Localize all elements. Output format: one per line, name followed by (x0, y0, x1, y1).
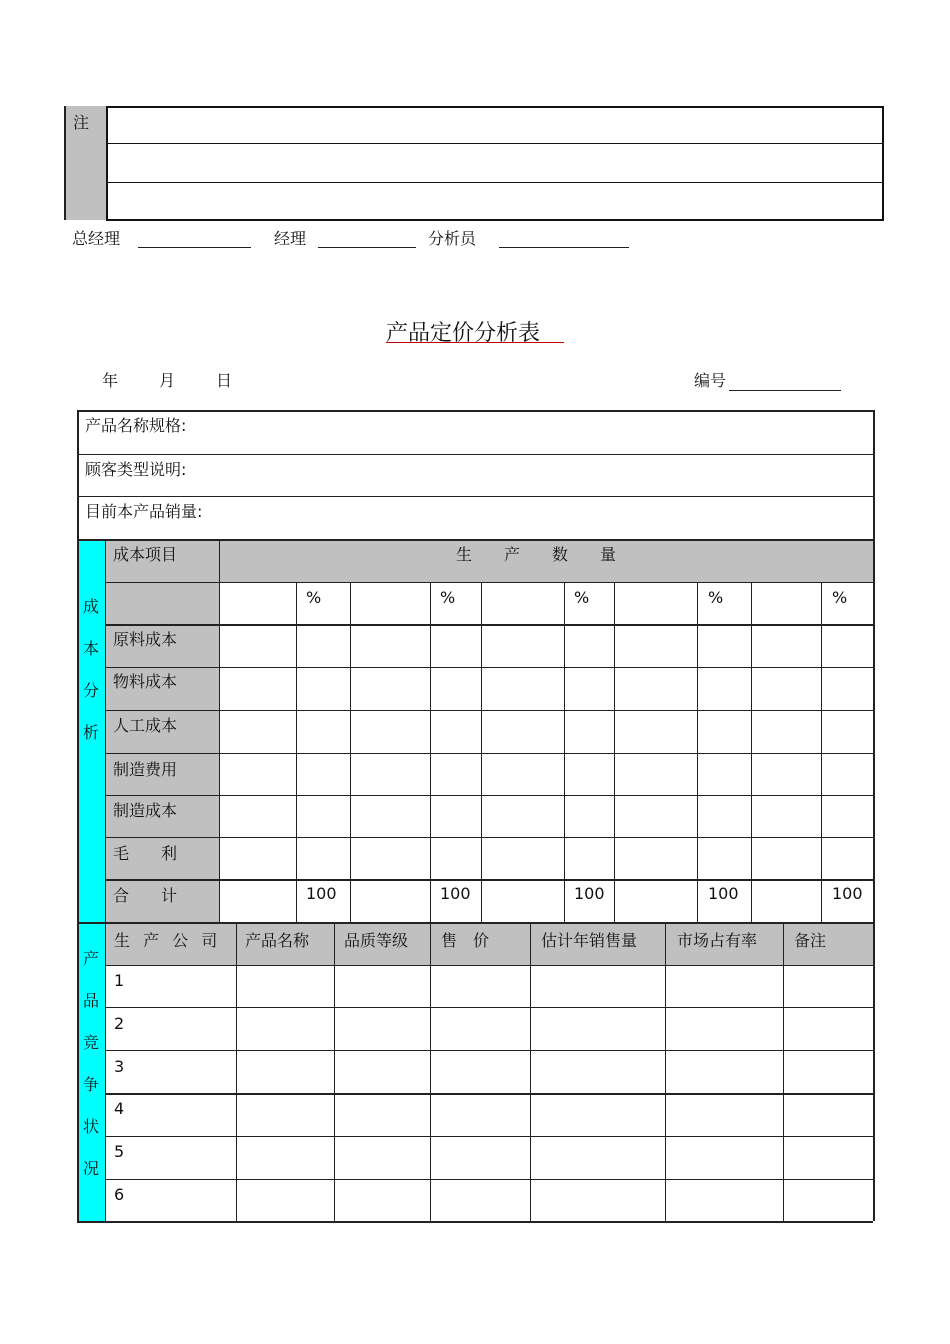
title-underline (386, 342, 564, 343)
grid-hline (105, 965, 873, 966)
grid-hline (105, 837, 873, 838)
grid-vline (219, 539, 220, 922)
grid-vline (77, 410, 79, 1221)
grid-hline (105, 710, 873, 711)
grid-hline (105, 582, 873, 583)
cost-item-header: 成本项目 (113, 545, 178, 564)
grid-vline (430, 582, 431, 922)
total-value-4: 100 (708, 884, 739, 903)
cost-analysis-side-label: 成 本 分 析 (82, 597, 99, 742)
header-product-name: 产品名称 (245, 931, 310, 950)
grid-hline (105, 1007, 873, 1008)
day-label: 日 (216, 371, 233, 390)
note-label: 注 (73, 113, 90, 132)
number-line[interactable] (729, 390, 841, 391)
cost-row-total: 合 计 (113, 886, 178, 905)
note-line-2[interactable] (106, 144, 884, 183)
grid-hline (77, 922, 873, 924)
grid-vline (665, 922, 666, 1221)
grid-vline (697, 582, 698, 922)
current-sales-label: 目前本产品销量: (85, 502, 203, 521)
competitor-row-6: 6 (114, 1185, 125, 1204)
cost-row-manufacturing-expense: 制造费用 (113, 760, 178, 779)
month-label: 月 (159, 371, 176, 390)
general-manager-label: 总经理 (72, 229, 121, 248)
page-title: 产品定价分析表 (386, 321, 541, 346)
analyst-line[interactable] (499, 247, 629, 248)
note-line-1[interactable] (106, 106, 884, 144)
grid-vline (873, 410, 875, 1221)
manager-line[interactable] (318, 247, 416, 248)
grid-hline (105, 667, 873, 668)
total-value-5: 100 (832, 884, 863, 903)
grid-hline (105, 1179, 873, 1180)
manager-label: 经理 (274, 229, 307, 248)
header-quality-grade: 品质等级 (344, 931, 409, 950)
grid-hline (77, 410, 873, 412)
grid-hline (105, 879, 873, 881)
grid-vline (821, 582, 822, 922)
grid-vline (614, 582, 615, 922)
competitor-row-2: 2 (114, 1014, 125, 1033)
competition-side-label: 产 品 竞 争 状 况 (82, 949, 99, 1178)
grid-vline (350, 582, 351, 922)
cost-row-supplies: 物料成本 (113, 672, 178, 691)
percent-1: % (306, 588, 322, 607)
percent-2: % (440, 588, 456, 607)
grid-vline (783, 922, 784, 1221)
grid-vline (296, 582, 297, 922)
customer-type-label: 顾客类型说明: (85, 460, 187, 479)
grid-vline (430, 922, 431, 1221)
grid-hline (105, 753, 873, 754)
grid-vline (564, 582, 565, 922)
grid-hline (77, 1221, 873, 1223)
grid-hline (105, 1136, 873, 1137)
number-label: 编号 (694, 371, 727, 390)
grid-hline (77, 539, 873, 541)
grid-hline (77, 496, 873, 497)
competitor-row-4: 4 (114, 1099, 125, 1118)
header-annual-sales: 估计年销售量 (541, 931, 638, 950)
grid-hline (77, 454, 873, 455)
cost-row-manufacturing-cost: 制造成本 (113, 801, 178, 820)
percent-4: % (708, 588, 724, 607)
grid-vline (236, 922, 237, 1221)
competitor-row-3: 3 (114, 1057, 125, 1076)
analyst-label: 分析员 (428, 229, 477, 248)
year-label: 年 (102, 371, 119, 390)
total-value-1: 100 (306, 884, 337, 903)
header-remarks: 备注 (794, 931, 827, 950)
cost-row-raw-material: 原料成本 (113, 630, 178, 649)
grid-hline (105, 1050, 873, 1051)
grid-vline (751, 582, 752, 922)
general-manager-line[interactable] (138, 247, 251, 248)
competitor-row-5: 5 (114, 1142, 125, 1161)
cost-row-labor: 人工成本 (113, 716, 178, 735)
grid-vline (105, 539, 106, 1221)
grid-vline (530, 922, 531, 1221)
note-line-3[interactable] (106, 183, 884, 221)
percent-3: % (574, 588, 590, 607)
header-company: 生 产 公 司 (114, 931, 222, 950)
header-price: 售 价 (441, 931, 490, 950)
grid-hline (105, 624, 873, 626)
grid-vline (334, 922, 335, 1221)
grid-hline (105, 1093, 873, 1095)
grid-hline (105, 795, 873, 796)
grid-vline (481, 582, 482, 922)
production-quantity-header: 生 产 数 量 (456, 545, 625, 564)
total-value-2: 100 (440, 884, 471, 903)
cost-row-gross-profit: 毛 利 (113, 844, 178, 863)
product-name-spec-label: 产品名称规格: (85, 416, 187, 435)
competitor-row-1: 1 (114, 971, 125, 990)
percent-5: % (832, 588, 848, 607)
total-value-3: 100 (574, 884, 605, 903)
header-market-share: 市场占有率 (677, 931, 758, 950)
